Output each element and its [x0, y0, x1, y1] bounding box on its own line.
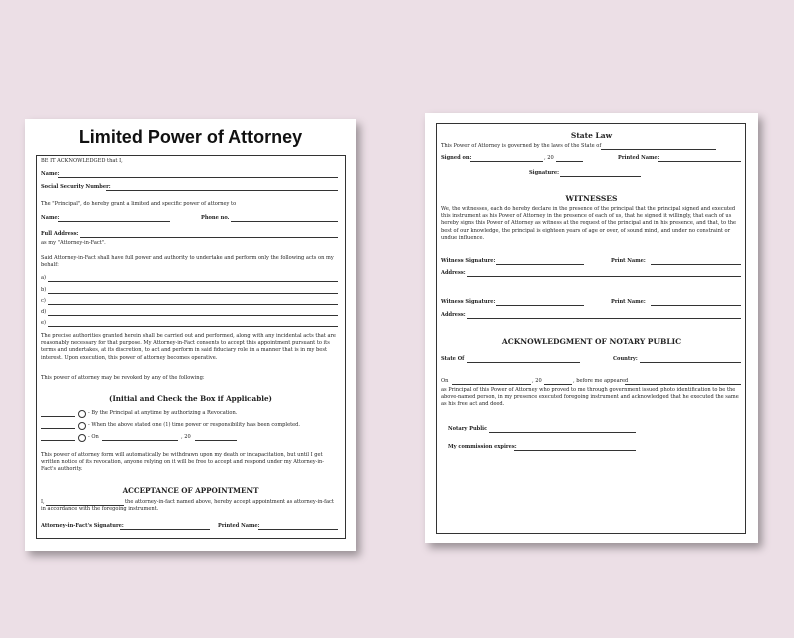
signature-label: Signature:: [529, 170, 560, 176]
completion-checkbox[interactable]: [78, 422, 86, 430]
precise-authorities-text: The precise authorities granted herein shall be carried out and performed, along with any incidental acts that are reasonably necessary for that purpose. My Attorney-in-Fact consents to accept this appointment pursuant to its terms and undertakes, at its discretion, to act and perform in said fiduciary role in a manner that is in my best interest. Upon execution, this power of attorney becomes operative.: [41, 333, 336, 361]
witness2-print-name-field[interactable]: [651, 305, 741, 306]
act-b-label: b): [41, 287, 47, 293]
witness1-signature-label: Witness Signature:: [441, 258, 496, 264]
printed-name-field[interactable]: [658, 161, 741, 162]
act-d-label: d): [41, 309, 47, 315]
notary-public-label: Notary Public: [448, 426, 488, 432]
address-label: Full Address:: [41, 231, 79, 237]
state-field[interactable]: [601, 149, 716, 150]
acceptance-i: I,: [41, 499, 45, 505]
state-of-label: State Of: [441, 356, 465, 362]
document-title: Limited Power of Attorney: [78, 127, 303, 147]
notary-heading: ACKNOWLEDGMENT OF NOTARY PUBLIC: [501, 337, 682, 346]
witnesses-text: We, the witnesses, each do hereby declare in the presence of the principal that the principal signed and executed this instrument as his Power of Attorney in the presence of each of us, that he signed it willingly, that each of us hereby signs this Power of Attorney as witness at the request of the principal and in his presence, and that, to the best of our knowledge, the principal is eighteen years of age or over, of sound mind, and under no constraint or undue influence.: [441, 206, 737, 241]
witnesses-heading: WITNESSES: [565, 194, 618, 203]
acceptance-heading: ACCEPTANCE OF APPOINTMENT: [122, 486, 259, 495]
intro-text: BE IT ACKNOWLEDGED that I,: [41, 158, 123, 164]
attorney-name-field[interactable]: [58, 221, 170, 222]
acts-text: Said Attorney-in-Fact shall have full power and authority to undertake and perform only the following acts on my behalf:: [41, 255, 334, 269]
address-field[interactable]: [80, 237, 338, 238]
signed-year-field[interactable]: [556, 161, 583, 162]
revoke-text: This power of attorney may be revoked by any of the following:: [41, 375, 205, 381]
before-me-text: , before me appeared: [573, 378, 629, 384]
name-field[interactable]: [58, 177, 338, 178]
country-field[interactable]: [640, 362, 741, 363]
grant-text: The "Principal", do hereby grant a limited and specific power of attorney to: [41, 201, 237, 207]
name-label: Name:: [41, 171, 60, 177]
signature-field[interactable]: [560, 176, 641, 177]
date-checkbox[interactable]: [78, 434, 86, 442]
notary-year-field[interactable]: [544, 384, 572, 385]
act-e-label: e): [41, 320, 47, 326]
state-law-heading: State Law: [570, 131, 613, 140]
revocation-checkbox[interactable]: [78, 410, 86, 418]
notary-page: [425, 113, 758, 543]
witness1-signature-field[interactable]: [496, 264, 584, 265]
notary-text: as Principal of this Power of Attorney who proved to me through government issued photo identification to be the above-named person, in my presence executed foregoing instrument and acknowledged that he executed the same as his free act and deed.: [441, 387, 739, 408]
initial-field-2[interactable]: [41, 428, 75, 429]
witness2-signature-label: Witness Signature:: [441, 299, 496, 305]
witness2-address-field[interactable]: [467, 318, 741, 319]
printed-name-label: Printed Name:: [618, 155, 660, 161]
phone-field[interactable]: [231, 221, 338, 222]
signed-on-label: Signed on:: [441, 155, 472, 161]
notary-date-field[interactable]: [452, 384, 531, 385]
aif-signature-label: Attorney-in-Fact's Signature:: [41, 523, 124, 529]
printed-name-field[interactable]: [258, 529, 338, 530]
attorney-name-label: Name:: [41, 215, 60, 221]
appeared-name-field[interactable]: [625, 384, 741, 385]
option-revocation: - By the Principal at anytime by authorizing a Revocation.: [88, 410, 238, 416]
act-a-field[interactable]: [48, 281, 338, 282]
commission-label: My commission expires:: [448, 444, 517, 450]
initial-field-1[interactable]: [41, 416, 75, 417]
automatic-withdrawal-text: This power of attorney form will automatically be withdrawn upon my death or incapacitation, but until I get written notice of its revocation, anyone relying on it will be free to accept and respond under my Attorney-in-Fact's authority.: [41, 452, 324, 473]
aif-signature-field[interactable]: [120, 529, 210, 530]
initial-field-3[interactable]: [41, 440, 75, 441]
year-prefix: , 20: [181, 434, 191, 440]
as-my-text: as my "Attorney-in-Fact".: [41, 240, 106, 246]
state-law-text: This Power of Attorney is governed by the laws of the State of: [441, 143, 602, 149]
witness2-signature-field[interactable]: [496, 305, 584, 306]
witness2-print-name-label: Print Name:: [611, 299, 646, 305]
printed-name-label: Printed Name:: [218, 523, 260, 529]
state-of-field[interactable]: [467, 362, 580, 363]
country-label: Country:: [613, 356, 638, 362]
witness1-address-field[interactable]: [467, 276, 741, 277]
option-date: - On: [88, 434, 99, 440]
ssn-field[interactable]: [106, 190, 338, 191]
ssn-label: Social Security Number:: [41, 184, 111, 190]
revocation-date-field[interactable]: [102, 440, 178, 441]
commission-field[interactable]: [514, 450, 636, 451]
initial-heading: (Initial and Check the Box if Applicable): [109, 394, 272, 403]
revocation-year-field[interactable]: [195, 440, 237, 441]
signed-year-prefix: , 20: [544, 155, 554, 161]
notary-year-prefix: , 20: [532, 378, 542, 384]
power-of-attorney-page: [25, 119, 356, 551]
act-b-field[interactable]: [48, 293, 338, 294]
phone-label: Phone no.: [201, 215, 230, 221]
witness1-print-name-field[interactable]: [651, 264, 741, 265]
act-c-label: c): [41, 298, 46, 304]
act-a-label: a): [41, 275, 47, 281]
witness1-address-label: Address:: [441, 270, 466, 276]
acceptance-text: the attorney-in-fact named above, hereby accept appointment as attorney-in-fact in accordance with the foregoing instrument.: [41, 499, 334, 513]
notary-public-field[interactable]: [489, 432, 636, 433]
act-d-field[interactable]: [48, 315, 338, 316]
witness2-address-label: Address:: [441, 312, 466, 318]
witness1-print-name-label: Print Name:: [611, 258, 646, 264]
act-e-field[interactable]: [48, 326, 338, 327]
form-frame: [436, 123, 746, 534]
act-c-field[interactable]: [48, 304, 338, 305]
signed-on-date-field[interactable]: [470, 161, 543, 162]
on-label: On: [441, 378, 449, 384]
option-completion: - When the above stated one (1) time power or responsibility has been completed.: [88, 422, 301, 428]
